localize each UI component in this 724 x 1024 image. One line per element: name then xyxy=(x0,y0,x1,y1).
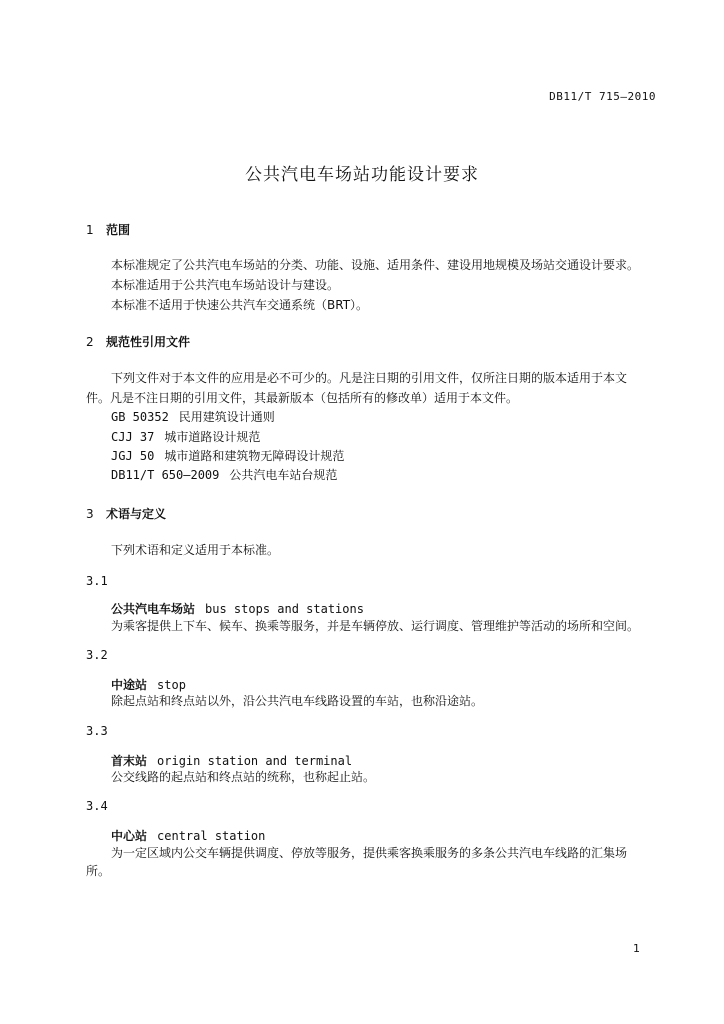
paragraph: 下列文件对于本文件的应用是必不可少的。凡是注日期的引用文件，仅所注日期的版本适用于本文 xyxy=(111,371,628,385)
term-heading xyxy=(111,752,352,769)
reference-code: JGJ 50 xyxy=(111,449,155,463)
paragraph: 本标准不适用于快速公共汽车交通系统（BRT）。 xyxy=(111,298,369,312)
section-2-heading xyxy=(86,333,190,350)
section-number: 3 xyxy=(86,507,94,521)
reference-item xyxy=(111,428,260,446)
reference-code: GB 50352 xyxy=(111,410,169,424)
term-heading xyxy=(111,827,265,844)
term-en: origin station and terminal xyxy=(157,754,353,768)
reference-name: 城市道路和建筑物无障碍设计规范 xyxy=(164,449,345,463)
paragraph: 本标准规定了公共汽电车场站的分类、功能、设施、适用条件、建设用地规模及场站交通设计要求。 xyxy=(111,258,640,272)
section-title: 规范性引用文件 xyxy=(106,335,191,349)
paragraph: 件。凡是不注日期的引用文件，其最新版本（包括所有的修改单）适用于本文件。 xyxy=(86,391,519,405)
term-zh: 首末站 xyxy=(111,754,148,768)
term-zh: 中心站 xyxy=(111,829,148,843)
term-definition: 除起点站和终点站以外，沿公共汽电车线路设置的车站，也称沿途站。 xyxy=(111,694,484,708)
clause-number: 3.3 xyxy=(86,724,108,738)
clause-number: 3.2 xyxy=(86,648,108,662)
reference-code: CJJ 37 xyxy=(111,430,155,444)
term-en: central station xyxy=(157,829,266,843)
clause-number: 3.4 xyxy=(86,799,108,813)
reference-name: 城市道路设计规范 xyxy=(164,430,261,444)
page-number: 1 xyxy=(633,942,640,955)
clause-number: 3.1 xyxy=(86,574,108,588)
term-definition: 为一定区域内公交车辆提供调度、停放等服务，提供乘客换乘服务的多条公共汽电车线路的汇集场 xyxy=(111,846,628,860)
reference-item xyxy=(111,408,275,426)
section-title: 术语与定义 xyxy=(106,507,167,521)
paragraph: 本标准适用于公共汽电车场站设计与建设。 xyxy=(111,278,340,292)
section-1-heading xyxy=(86,221,130,238)
term-zh: 中途站 xyxy=(111,678,148,692)
term-heading xyxy=(111,676,186,693)
term-heading xyxy=(111,600,364,617)
section-number: 1 xyxy=(86,223,94,237)
term-en: bus stops and stations xyxy=(205,602,364,616)
standard-code: DB11/T 715—2010 xyxy=(549,90,656,103)
section-title: 范围 xyxy=(106,223,131,237)
reference-code: DB11/T 650—2009 xyxy=(111,468,220,482)
section-number: 2 xyxy=(86,335,94,349)
term-definition: 公交线路的起点站和终点站的统称，也称起止站。 xyxy=(111,770,376,784)
paragraph: 下列术语和定义适用于本标准。 xyxy=(111,543,280,557)
reference-item xyxy=(111,447,344,465)
term-definition: 为乘客提供上下车、候车、换乘等服务，并是车辆停放、运行调度、管理维护等活动的场所和空间。 xyxy=(111,619,640,633)
reference-item xyxy=(111,466,337,484)
reference-name: 公共汽电车站台规范 xyxy=(229,468,338,482)
document-title: 公共汽电车场站功能设计要求 xyxy=(245,165,479,185)
section-3-heading xyxy=(86,505,166,522)
term-en: stop xyxy=(157,678,186,692)
term-zh: 公共汽电车场站 xyxy=(111,602,196,616)
reference-name: 民用建筑设计通则 xyxy=(178,410,275,424)
term-definition-continued: 所。 xyxy=(86,864,111,878)
